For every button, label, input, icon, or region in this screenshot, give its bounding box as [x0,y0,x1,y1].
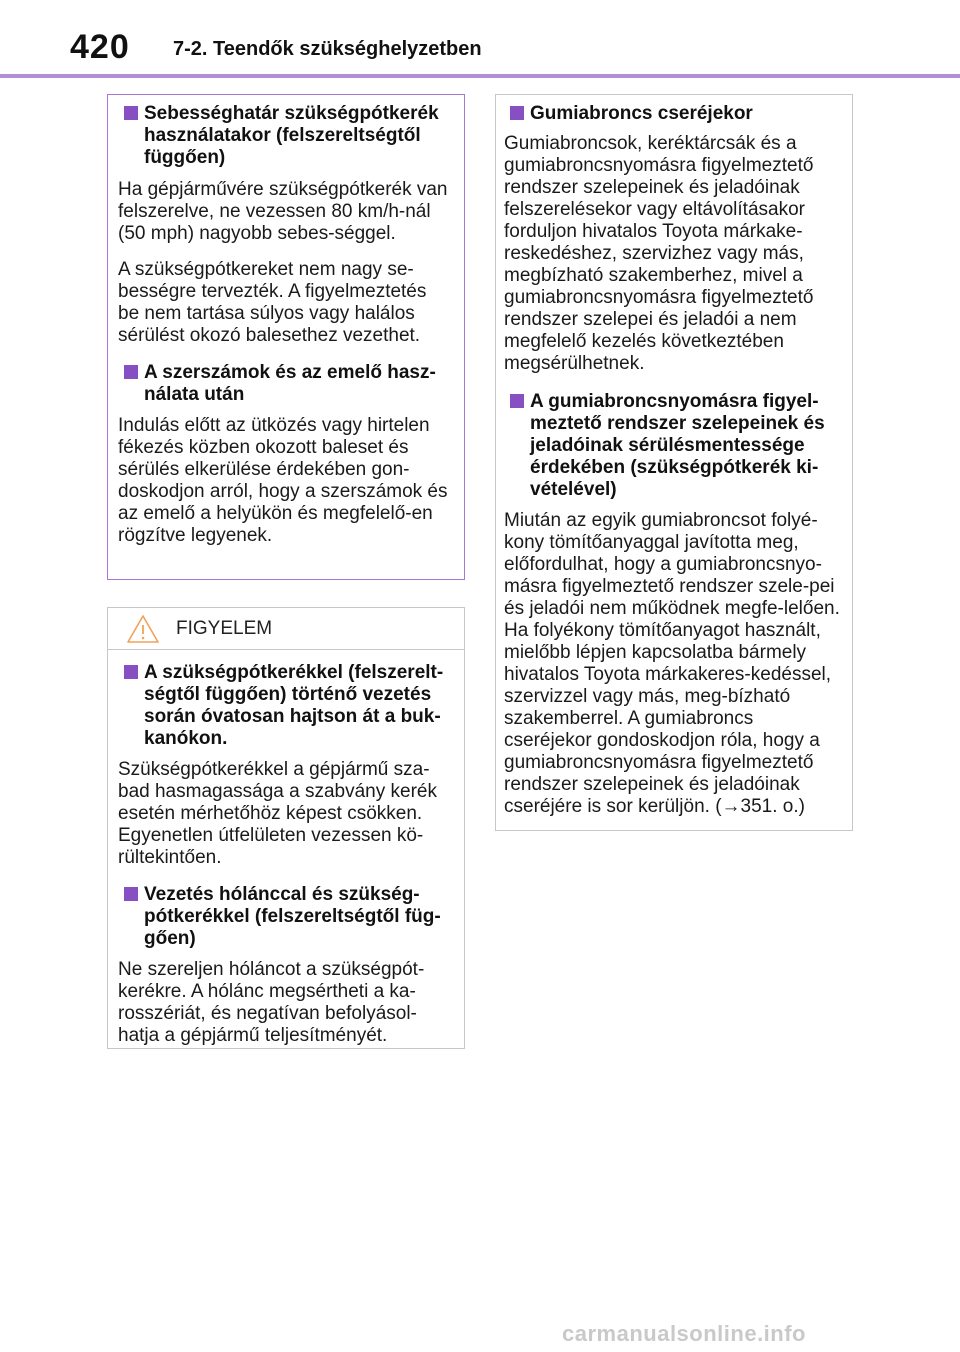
item-title: A szerszámok és az emelő hasz-nálata után [118,362,450,406]
item-title: A szükségpótkerékkel (felszerelt-ségtől függően) történő vezetés során óvatosan hajtson át a buk-kanókon. [118,662,450,750]
warning-header [108,608,464,650]
paragraph: Ha gépjárművére szükségpótkerék van felszerelve, ne vezessen 80 km/h-nál (50 mph) nagyobb sebes-séggel. [118,179,448,244]
paragraph: Ne szereljen hóláncot a szükségpót-kerékre. A hólánc megsértheti a ka-rosszériát, és negatívan befolyásol-hatja a gépjármű teljesítményét. [118,959,425,1046]
bullet-square-icon [124,887,138,901]
warning-label: FIGYELEM [176,618,273,639]
item-title: A gumiabroncsnyomásra figyel-meztető rendszer szelepeinek és jeladóinak sérülésmentessége érdekében (szükségpótkerék ki-vételével) [504,391,840,501]
paragraph: Miután az egyik gumiabroncsot folyé-kony tömítőanyaggal javította meg, előfordulhat, hogy a gumiabroncsnyo-másra figyelmeztető rendszer szele-pei és jeladói nem működnek megfe-lelően. Ha folyékony tömítőanyagot használt, mielőbb lépjen kapcsolatba bármely hivatalos Toyota márkakeres-kedéssel, szervizzel vagy más, meg-bízható szakemberrel. A gumiabroncs cseréjekor gondoskodjon róla, hogy a gumiabroncsnyomásra figyelmeztető rendszer szelepeinek és jeladóinak cseréjére is sor kerüljön. (→351. o.) [504,510,840,817]
watermark: carmanualsonline.info [562,1321,806,1346]
info-box-right [495,94,853,831]
item-title: Gumiabroncs cseréjekor [504,103,840,125]
paragraph: Szükségpótkerékkel a gépjármű sza-bad hasmagassága a szabvány kerék esetén mérhetőhöz képest csökken. Egyenetlen útfelületen vezessen kö-rültekintően. [118,759,437,868]
bullet-square-icon [124,365,138,379]
warning-box [107,607,465,1049]
paragraph: Indulás előtt az ütközés vagy hirtelen fékezés közben okozott baleset és sérülés elkerülése érdekében gon-doskodjon arról, hogy a szerszámok és az emelő a helyükön és megfelelő-en rögzítve legyenek. [118,415,448,546]
bullet-square-icon [510,394,524,408]
paragraph: Gumiabroncsok, keréktárcsák és a gumiabroncsnyomásra figyelmeztető rendszer szelepeinek és jeladóinak felszerelésekor vagy eltávolításakor forduljon hivatalos Toyota márkake-reskedéshez, szervizhez vagy más, megbízható szakemberhez, mivel a gumiabroncsnyomásra figyelmeztető rendszer szelepei és jeladói a nem megfelelő kezelés következtében megsérülhetnek. [504,133,814,374]
bullet-square-icon [510,106,524,120]
paragraph: A szükségpótkereket nem nagy se-bességre tervezték. A figyelmeztetés be nem tartása súlyos vagy halálos sérülést okozó balesethez vezethet. [118,259,427,346]
page-number: 420 [70,28,130,66]
header-divider [0,74,960,78]
item-title: Vezetés hólánccal és szükség-pótkerékkel (felszereltségtől füg-gően) [118,884,450,950]
info-box-left [107,94,465,580]
section-title: 7-2. Teendők szükséghelyzetben [173,38,482,60]
item-title: Sebességhatár szükségpótkerék használatakor (felszereltségtől függően) [118,103,450,169]
bullet-square-icon [124,665,138,679]
warning-triangle-icon [126,614,160,644]
page-header [0,0,960,80]
bullet-square-icon [124,106,138,120]
